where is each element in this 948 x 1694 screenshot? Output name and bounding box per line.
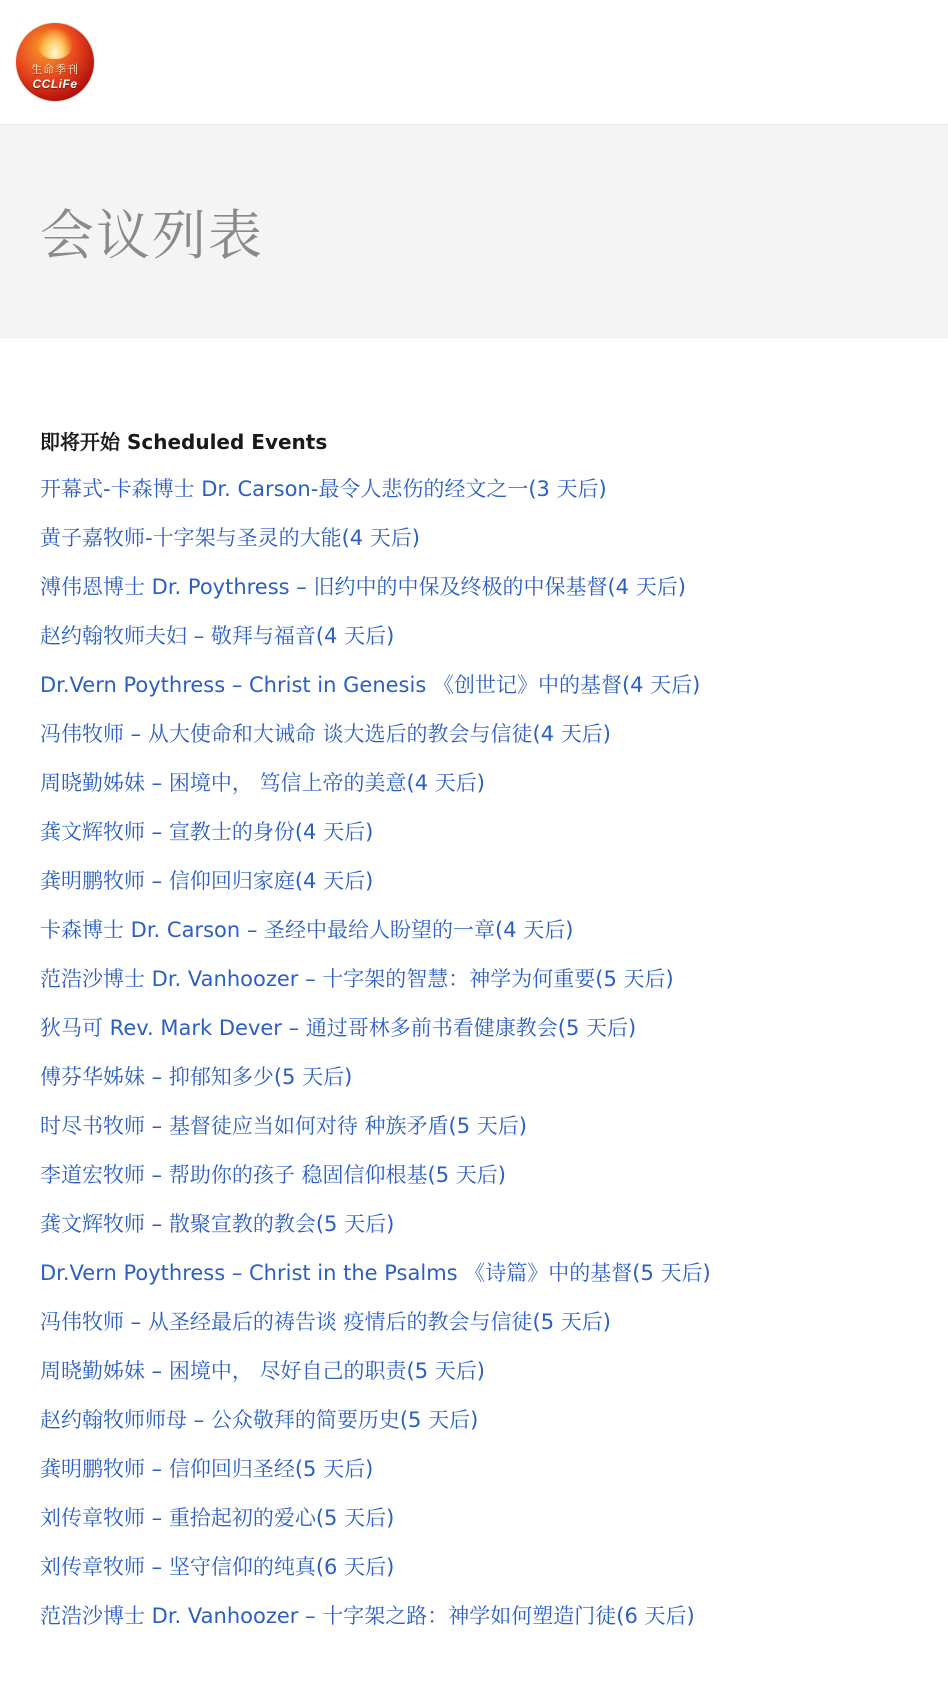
list-item (40, 918, 908, 943)
list-item (40, 477, 908, 502)
event-link[interactable]: 溥伟恩博士 Dr. Poythress – 旧约中的中保及终极的中保基督(4 天后) (40, 575, 686, 599)
list-item (40, 1310, 908, 1335)
flame-icon (38, 29, 72, 59)
list-item (40, 722, 908, 747)
event-link[interactable]: 赵约翰牧师夫妇 – 敬拜与福音(4 天后) (40, 624, 395, 648)
list-item (40, 1604, 908, 1629)
list-item (40, 1114, 908, 1139)
page-title: 会议列表 (40, 203, 264, 267)
main-content (0, 338, 948, 1693)
event-link[interactable]: 冯伟牧师 – 从圣经最后的祷告谈 疫情后的教会与信徒(5 天后) (40, 1310, 611, 1334)
event-link[interactable]: 卡森博士 Dr. Carson – 圣经中最给人盼望的一章(4 天后) (40, 918, 574, 942)
list-item (40, 771, 908, 796)
list-item (40, 526, 908, 551)
cclife-logo[interactable] (16, 23, 94, 101)
list-item (40, 1408, 908, 1433)
event-link[interactable]: Dr.Vern Poythress – Christ in the Psalms 《诗篇》中的基督(5 天后) (40, 1261, 711, 1285)
list-item (40, 1359, 908, 1384)
event-link[interactable]: 周晓勤姊妹 – 困境中， 笃信上帝的美意(4 天后) (40, 771, 485, 795)
list-item (40, 869, 908, 894)
event-link[interactable]: 龚文辉牧师 – 散聚宣教的教会(5 天后) (40, 1212, 395, 1236)
event-link[interactable]: 狄马可 Rev. Mark Dever – 通过哥林多前书看健康教会(5 天后) (40, 1016, 637, 1040)
list-item (40, 820, 908, 845)
event-link[interactable]: 开幕式-卡森博士 Dr. Carson-最令人悲伤的经文之一(3 天后) (40, 477, 607, 501)
event-link[interactable]: 范浩沙博士 Dr. Vanhoozer – 十字架之路：神学如何塑造门徒(6 天后) (40, 1604, 695, 1628)
list-item (40, 1555, 908, 1580)
list-item (40, 967, 908, 992)
event-link[interactable]: 刘传章牧师 – 坚守信仰的纯真(6 天后) (40, 1555, 395, 1579)
event-link[interactable]: 刘传章牧师 – 重拾起初的爱心(5 天后) (40, 1506, 395, 1530)
list-item (40, 1212, 908, 1237)
event-link[interactable]: 龚明鹏牧师 – 信仰回归家庭(4 天后) (40, 869, 374, 893)
list-item (40, 1506, 908, 1531)
event-list (40, 477, 908, 1629)
event-link[interactable]: 赵约翰牧师师母 – 公众敬拜的简要历史(5 天后) (40, 1408, 479, 1432)
logo-chinese-text: 生命季刊 (31, 63, 79, 76)
list-item (40, 1016, 908, 1041)
list-item (40, 673, 908, 698)
event-link[interactable]: 李道宏牧师 – 帮助你的孩子 稳固信仰根基(5 天后) (40, 1163, 506, 1187)
event-link[interactable]: 冯伟牧师 – 从大使命和大诫命 谈大选后的教会与信徒(4 天后) (40, 722, 611, 746)
event-link[interactable]: 周晓勤姊妹 – 困境中， 尽好自己的职责(5 天后) (40, 1359, 485, 1383)
event-link[interactable]: 龚明鹏牧师 – 信仰回归圣经(5 天后) (40, 1457, 374, 1481)
list-item (40, 575, 908, 600)
site-header (0, 0, 948, 124)
event-link[interactable]: 傅芬华姊妹 – 抑郁知多少(5 天后) (40, 1065, 353, 1089)
page-title-band (0, 124, 948, 338)
list-item (40, 1261, 908, 1286)
logo-english-text: CCLiFe (32, 77, 78, 91)
list-item (40, 1457, 908, 1482)
event-link[interactable]: 范浩沙博士 Dr. Vanhoozer – 十字架的智慧：神学为何重要(5 天后) (40, 967, 674, 991)
event-link[interactable]: 龚文辉牧师 – 宣教士的身份(4 天后) (40, 820, 374, 844)
section-heading-scheduled-events: 即将开始 Scheduled Events (40, 430, 328, 454)
list-item (40, 1065, 908, 1090)
event-link[interactable]: Dr.Vern Poythress – Christ in Genesis 《创世记》中的基督(4 天后) (40, 673, 701, 697)
event-link[interactable]: 黄子嘉牧师-十字架与圣灵的大能(4 天后) (40, 526, 420, 550)
event-link[interactable]: 时尽书牧师 – 基督徒应当如何对待 种族矛盾(5 天后) (40, 1114, 527, 1138)
list-item (40, 624, 908, 649)
list-item (40, 1163, 908, 1188)
